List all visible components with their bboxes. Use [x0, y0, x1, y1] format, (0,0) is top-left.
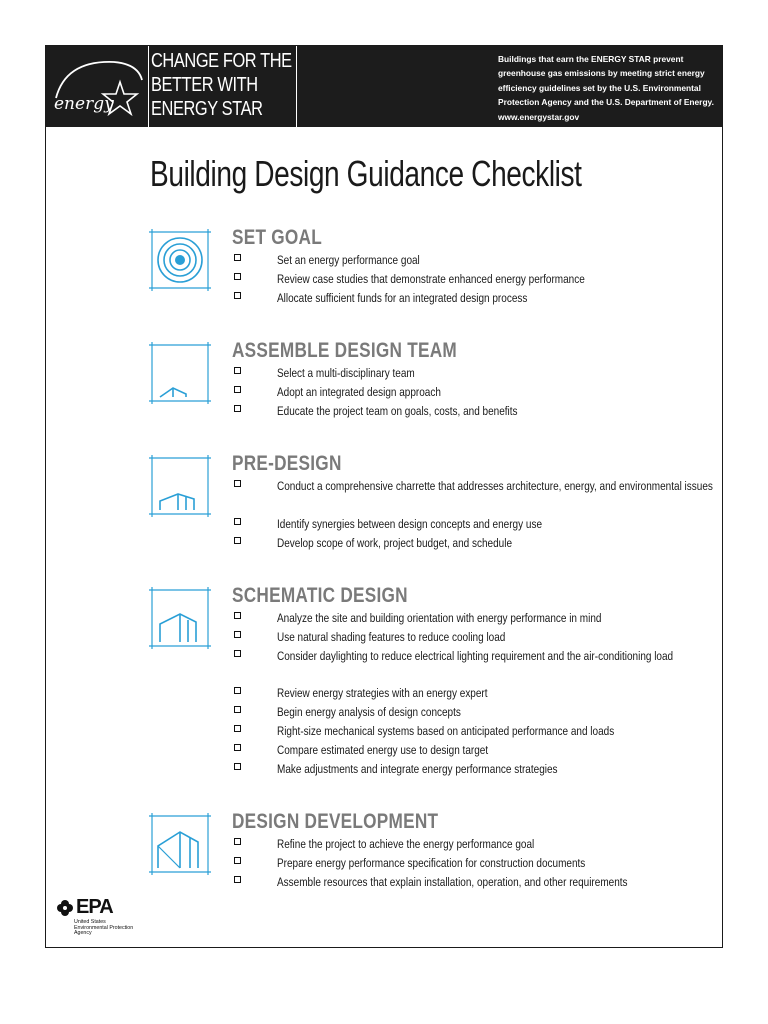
checkbox[interactable] [234, 254, 241, 261]
checkbox[interactable] [234, 650, 241, 657]
info-line: efficiency guidelines set by the U.S. Environmental [498, 82, 701, 93]
checkbox[interactable] [234, 631, 241, 638]
checklist-item-label: Begin energy analysis of design concepts [277, 705, 461, 719]
checklist-item-label: Select a multi-disciplinary team [277, 366, 415, 380]
checklist-item-label: Assemble resources that explain installation, operation, and other requirements [277, 875, 628, 889]
energy-star-banner [46, 46, 722, 127]
checklist-item-label: Identify synergies between design concepts and energy use [277, 517, 543, 531]
section-heading: PRE-DESIGN [232, 452, 342, 475]
checkbox[interactable] [234, 405, 241, 412]
info-line: Protection Agency and the U.S. Department of Energy. [498, 97, 714, 108]
epa-wordmark: EPA [76, 896, 113, 918]
checkbox[interactable] [234, 518, 241, 525]
section-heading: DESIGN DEVELOPMENT [232, 810, 439, 833]
section-heading: SET GOAL [232, 226, 322, 249]
checkbox[interactable] [234, 763, 241, 770]
tagline-line: ENERGY STAR [151, 98, 263, 120]
checkbox[interactable] [234, 367, 241, 374]
info-line: greenhouse gas emissions by meeting strict energy [498, 68, 705, 79]
checkbox[interactable] [234, 273, 241, 280]
checklist-item-label: Review case studies that demonstrate enhanced energy performance [277, 272, 585, 286]
checklist-item-label: Set an energy performance goal [277, 253, 420, 267]
checklist-item-label: Conduct a comprehensive charrette that addresses architecture, energy, and environmental issues [277, 479, 713, 493]
checklist-item-label: Review energy strategies with an energy expert [277, 686, 488, 700]
tagline-line: BETTER WITH [151, 74, 258, 96]
checklist-item-label: Educate the project team on goals, costs, and benefits [277, 404, 518, 418]
epa-subtitle [74, 920, 174, 937]
checklist-item-label: Allocate sufficient funds for an integrated design process [277, 291, 528, 305]
checklist-item-label: Refine the project to achieve the energy performance goal [277, 837, 535, 851]
banner-info-text [498, 52, 720, 124]
building-stage-1-icon [146, 339, 214, 407]
checkbox[interactable] [234, 386, 241, 393]
checklist-item-label: Develop scope of work, project budget, and schedule [277, 536, 513, 550]
epa-logo [56, 896, 166, 941]
checklist-item-label: Analyze the site and building orientation with energy performance in mind [277, 611, 602, 625]
checklist-item-label: Prepare energy performance specification for construction documents [277, 856, 586, 870]
checkbox[interactable] [234, 612, 241, 619]
checklist-item-label: Right-size mechanical systems based on anticipated performance and loads [277, 724, 615, 738]
checklist-item-label: Adopt an integrated design approach [277, 385, 441, 399]
building-stage-3-icon [146, 584, 214, 652]
section-heading: ASSEMBLE DESIGN TEAM [232, 339, 457, 362]
checkbox[interactable] [234, 725, 241, 732]
logo-divider [148, 46, 149, 127]
page-title: Building Design Guidance Checklist [150, 153, 582, 194]
checkbox[interactable] [234, 687, 241, 694]
target-icon [146, 226, 214, 294]
building-stage-4-icon [146, 810, 214, 878]
checkbox[interactable] [234, 292, 241, 299]
energystar-url-link[interactable]: www.energystar.gov [498, 111, 580, 122]
energy-star-logo [46, 46, 148, 127]
checklist-item-label: Use natural shading features to reduce cooling load [277, 630, 506, 644]
checkbox[interactable] [234, 838, 241, 845]
epa-flower-icon [56, 899, 74, 917]
epa-sub-line: Environmental Protection [74, 924, 134, 931]
checklist-item-label: Consider daylighting to reduce electrical lighting requirement and the air-conditioning load [277, 649, 674, 663]
building-stage-2-icon [146, 452, 214, 520]
info-line: Buildings that earn the ENERGY STAR prevent [498, 54, 684, 64]
section-heading: SCHEMATIC DESIGN [232, 584, 408, 607]
checkbox[interactable] [234, 744, 241, 751]
checkbox[interactable] [234, 876, 241, 883]
tagline-divider [296, 46, 297, 127]
checklist-item-label: Compare estimated energy use to design target [277, 743, 489, 757]
checkbox[interactable] [234, 537, 241, 544]
tagline-line: CHANGE FOR THE [151, 50, 292, 72]
checklist-item-label: Make adjustments and integrate energy performance strategies [277, 762, 558, 776]
energy-star-logo-icon [46, 46, 148, 127]
epa-sub-line: Agency [74, 930, 92, 937]
energy-script-text: energy [54, 94, 114, 114]
checkbox[interactable] [234, 480, 241, 487]
checklist-sheet [45, 45, 723, 948]
checkbox[interactable] [234, 706, 241, 713]
checkbox[interactable] [234, 857, 241, 864]
banner-tagline [151, 49, 301, 125]
epa-sub-line: United States [74, 919, 106, 925]
